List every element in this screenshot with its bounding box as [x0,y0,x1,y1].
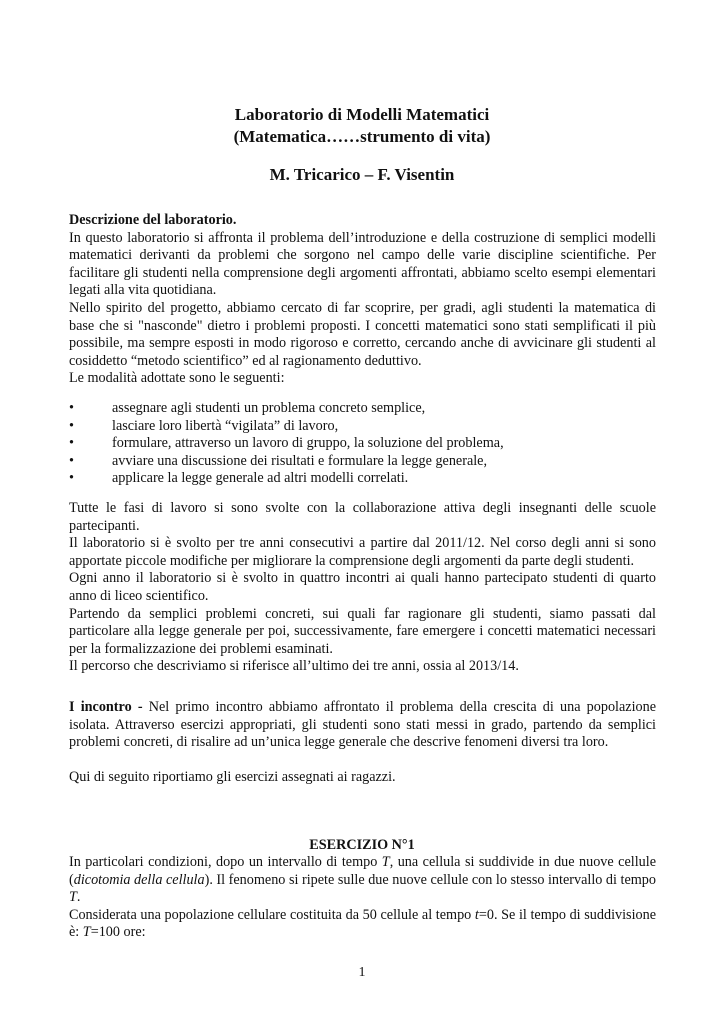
section-heading: Descrizione del laboratorio. [69,212,237,228]
list-item: • lasciare loro libertà “vigilata” di lavoro, [69,417,339,434]
fasi-section [69,500,656,676]
paragraph: Il laboratorio si è svolto per tre anni consecutivi a partire dal 2011/12. Nel corso degli anni si sono apportate piccole modifiche per migliorare la comprensione degli argomenti da parte degli studenti. [69,535,656,569]
paragraph: Tutte le fasi di lavoro si sono svolte con la collaborazione attiva degli insegnanti delle scuole partecipanti. [69,500,656,534]
incontro-label: I incontro - [69,699,143,715]
paragraph: Qui di seguito riportiamo gli esercizi assegnati ai ragazzi. [69,769,396,785]
bullet-icon: • [69,435,74,452]
descrizione-section [69,212,656,388]
bullet-icon: • [69,470,74,487]
list-item: • avviare una discussione dei risultati e formulare la legge generale, [69,452,488,469]
incontro-section [69,699,656,752]
list-item: • applicare la legge generale ad altri modelli correlati. [69,470,409,487]
paragraph: In particolari condizioni, dopo un intervallo di tempo T, una cellula si suddivide in due nuove cellule (dicotomia della cellula). Il fenomeno si ripete sulle due nuove cellule con lo stesso intervallo di tempo T. [69,854,656,906]
incontro-text: Nel primo incontro abbiamo affrontato il problema della crescita di una popolazione isolata. Attraverso esercizi appropriati, gli studenti sono stati messi in grado, partendo da semplici problemi concreti, di risalire ad un’unica legge generale che descrive fenomeni diversi tra loro. [69,699,657,751]
list-item: • assegnare agli studenti un problema concreto semplice, [69,400,426,416]
document-authors: M. Tricarico – F. Visentin [269,165,455,184]
list-item: • formulare, attraverso un lavoro di gruppo, la soluzione del problema, [69,435,504,452]
paragraph: Ogni anno il laboratorio si è svolto in quattro incontri ai quali hanno partecipato studenti di quarto anno di liceo scientifico. [69,570,656,604]
esercizio-heading: ESERCIZIO N°1 [309,837,415,853]
paragraph: Partendo da semplici problemi concreti, sui quali far ragionare gli studenti, siamo passati dal particolare alla legge generale per poi, successivamente, fare emergere i concetti matematici necessari per la formalizzazione dei problemi esaminati. [69,605,656,657]
bullet-icon: • [69,417,74,434]
paragraph: Considerata una popolazione cellulare costituita da 50 cellule al tempo t=0. Se il tempo di suddivisione è: T=100 ore: [69,906,656,941]
bullet-icon: • [69,400,74,416]
document-title: Laboratorio di Modelli Matematici [234,105,490,124]
modalita-list [69,400,656,488]
paragraph: Nello spirito del progetto, abbiamo cercato di far scoprire, per gradi, agli studenti la matematica di base che si "nasconde" dietro i problemi proposti. I concetti matematici sono stati semplificati il più possibile, ma sempre esposti in modo rigoroso e corretto, cercando anche di avvicinare gli studenti al cosiddetto “metodo scientifico” ed al ragionamento deduttivo. [69,299,656,369]
paragraph: Il percorso che descriviamo si riferisce all’ultimo dei tre anni, ossia al 2013/14. [69,658,519,675]
page-number: 1 [358,965,366,980]
paragraph: In questo laboratorio si affronta il problema dell’introduzione e della costruzione di semplici modelli matematici derivanti da problemi che sorgono nel campo delle varie discipline scientifiche. Per facilitare gli studenti nella comprensione degli argomenti affrontati, abbiamo scelto esempi elementari legati alla vita quotidiana. [69,229,656,299]
document-subtitle: (Matematica……strumento di vita) [233,127,491,146]
esercizio-section [69,854,656,942]
paragraph: Le modalità adottate sono le seguenti: [69,370,285,387]
bullet-icon: • [69,452,74,469]
